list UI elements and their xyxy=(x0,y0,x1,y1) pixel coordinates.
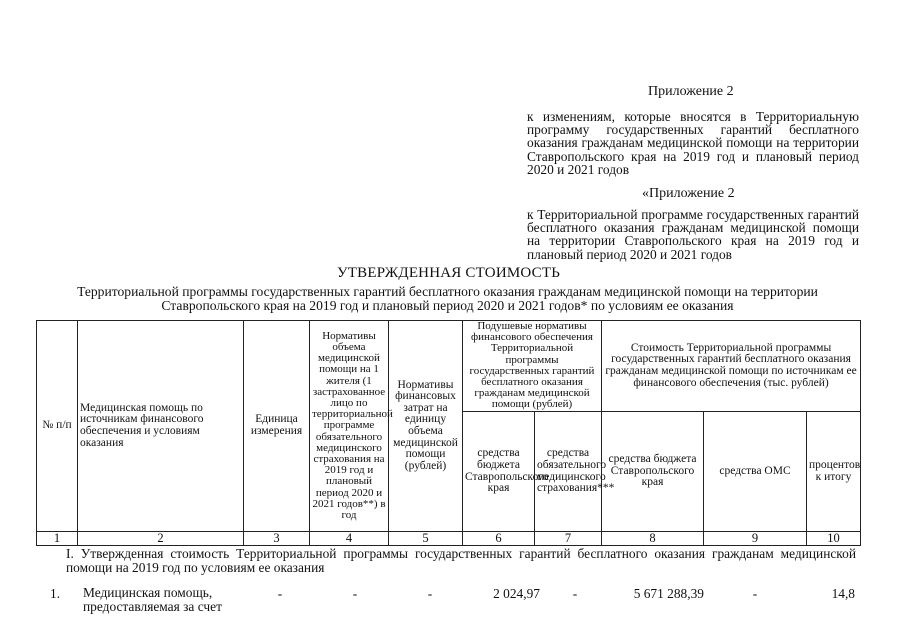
col-number: 5 xyxy=(389,532,463,546)
section-heading: I. Утвержденная стоимость Территориальной программы государственных гарантий бесплатного оказания гражданам медицинской помощи на 2019 год по условиям ее оказания xyxy=(66,546,856,575)
row-oms-percapita: - xyxy=(572,586,578,601)
header-cost: Нормативы финансовых затрат на единицу объема медицинской помощи (рублей) xyxy=(389,321,463,532)
row-oms-total: - xyxy=(752,586,758,601)
header-care: Медицинская помощь по источникам финансового обеспечения и условиям оказания xyxy=(78,321,244,532)
header-sub-oms: средства обязательного медицинского страхования*** xyxy=(535,412,602,532)
header-sub-percent: процентов к итогу xyxy=(807,412,861,532)
col-number: 10 xyxy=(807,532,861,546)
header-unit: Единица измерения xyxy=(244,321,310,532)
col-number: 2 xyxy=(78,532,244,546)
row-volume: - xyxy=(352,586,358,601)
header-total-group: Стоимость Территориальной программы государственных гарантий бесплатного оказания гражданам медицинской помощи по источникам ее финансового обеспечения (тыс. рублей) xyxy=(602,321,861,412)
col-number: 1 xyxy=(37,532,78,546)
appendix2-text: к Территориальной программе государственных гарантий бесплатного оказания гражданам медицинской помощи на территории Ставропольского края на 2019 год и плановый период 2020 и 2021 годов xyxy=(527,207,859,262)
row-index: 1. xyxy=(50,586,61,601)
col-number: 7 xyxy=(535,532,602,546)
document-title: УТВЕРЖДЕННАЯ СТОИМОСТЬ xyxy=(336,265,561,281)
row-cost: - xyxy=(427,586,433,601)
row-budget-percapita: 2 024,97 xyxy=(493,586,540,601)
appendix-title: Приложение 2 xyxy=(648,84,734,99)
col-number: 9 xyxy=(704,532,807,546)
col-number: 8 xyxy=(602,532,704,546)
header-sub-oms-total: средства ОМС xyxy=(704,412,807,532)
col-number: 6 xyxy=(463,532,535,546)
col-number: 4 xyxy=(310,532,389,546)
row-unit: - xyxy=(277,586,283,601)
header-volume: Нормативы объема медицинской помощи на 1 жителя (1 застрахованное лицо по территориальной программе обязательного медицинского страхования на 2019 год и плановый период 2020 и 2021 годов**) в год xyxy=(310,321,389,532)
row-name: Медицинская помощь, предоставляемая за счет xyxy=(83,585,222,614)
cost-table xyxy=(36,320,861,546)
appendix-text: к изменениям, которые вносятся в Территориальную программу государственных гарантий бесплатного оказания гражданам медицинской помощи на территории Ставропольского края на 2019 год и плановый период 2020 и 2021 годов xyxy=(527,109,859,177)
header-no: № п/п xyxy=(37,321,78,532)
row-budget-total: 5 671 288,39 xyxy=(633,586,704,601)
appendix2-title: «Приложение 2 xyxy=(642,186,735,201)
header-percapita-group: Подушевые нормативы финансового обеспечения Территориальной программы государственных гарантий бесплатного оказания гражданам медицинской помощи (рублей) xyxy=(463,321,602,412)
col-number: 3 xyxy=(244,532,310,546)
header-sub-budget: средства бюджета Ставропольского края xyxy=(463,412,535,532)
document-subtitle: Территориальной программы государственных гарантий бесплатного оказания гражданам медицинской помощи на территории Ставропольского края на 2019 год и плановый период 2020 и 2021 годов* по условиям ее оказания xyxy=(77,284,818,313)
row-percent: 14,8 xyxy=(831,586,855,601)
header-sub-budget-total: средства бюджета Ставропольского края xyxy=(602,412,704,532)
